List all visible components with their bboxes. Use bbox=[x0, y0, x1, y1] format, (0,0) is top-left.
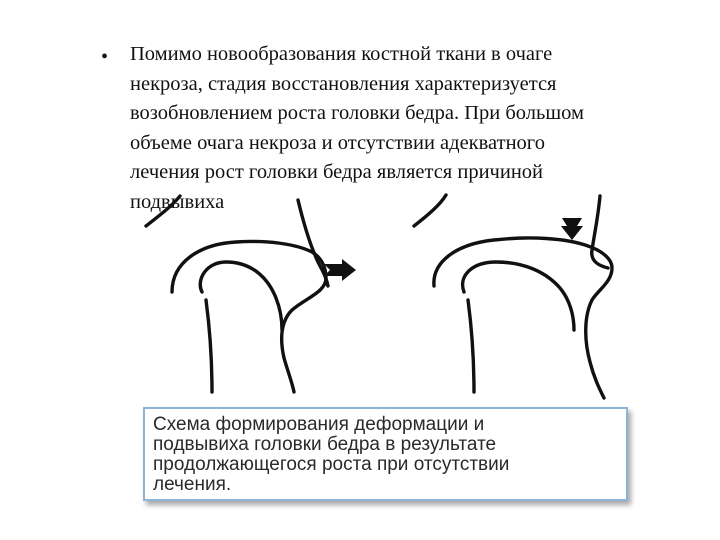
left-femur-medial-line bbox=[206, 300, 212, 392]
right-acetabulum-curve bbox=[414, 195, 446, 226]
right-arrow-icon bbox=[324, 259, 356, 281]
right-femur-medial-line bbox=[468, 300, 474, 392]
left-femoral-head-outline bbox=[172, 241, 326, 392]
caption-text: Схема формирования деформации и подвывиха головки бедра в результате продолжающегося роста при отсутствии лечения. bbox=[153, 414, 510, 495]
bullet-text: Помимо новообразования костной ткани в очаге некроза, стадия восстановления характеризуется возобновлением роста головки бедра. При большом объеме очага некроза и отсутствии адекватного лечения рост головки бедра является причиной подвывиха bbox=[130, 43, 584, 213]
left-pelvis-outline bbox=[298, 200, 328, 286]
bullet-dot: • bbox=[101, 46, 109, 68]
left-femoral-neck-outline bbox=[200, 262, 282, 330]
right-femoral-head-outline bbox=[434, 238, 612, 398]
down-arrow-icon bbox=[561, 218, 583, 240]
right-femoral-neck-outline bbox=[463, 262, 574, 330]
left-acetabulum-curve bbox=[146, 196, 180, 226]
caption-box bbox=[143, 407, 628, 501]
